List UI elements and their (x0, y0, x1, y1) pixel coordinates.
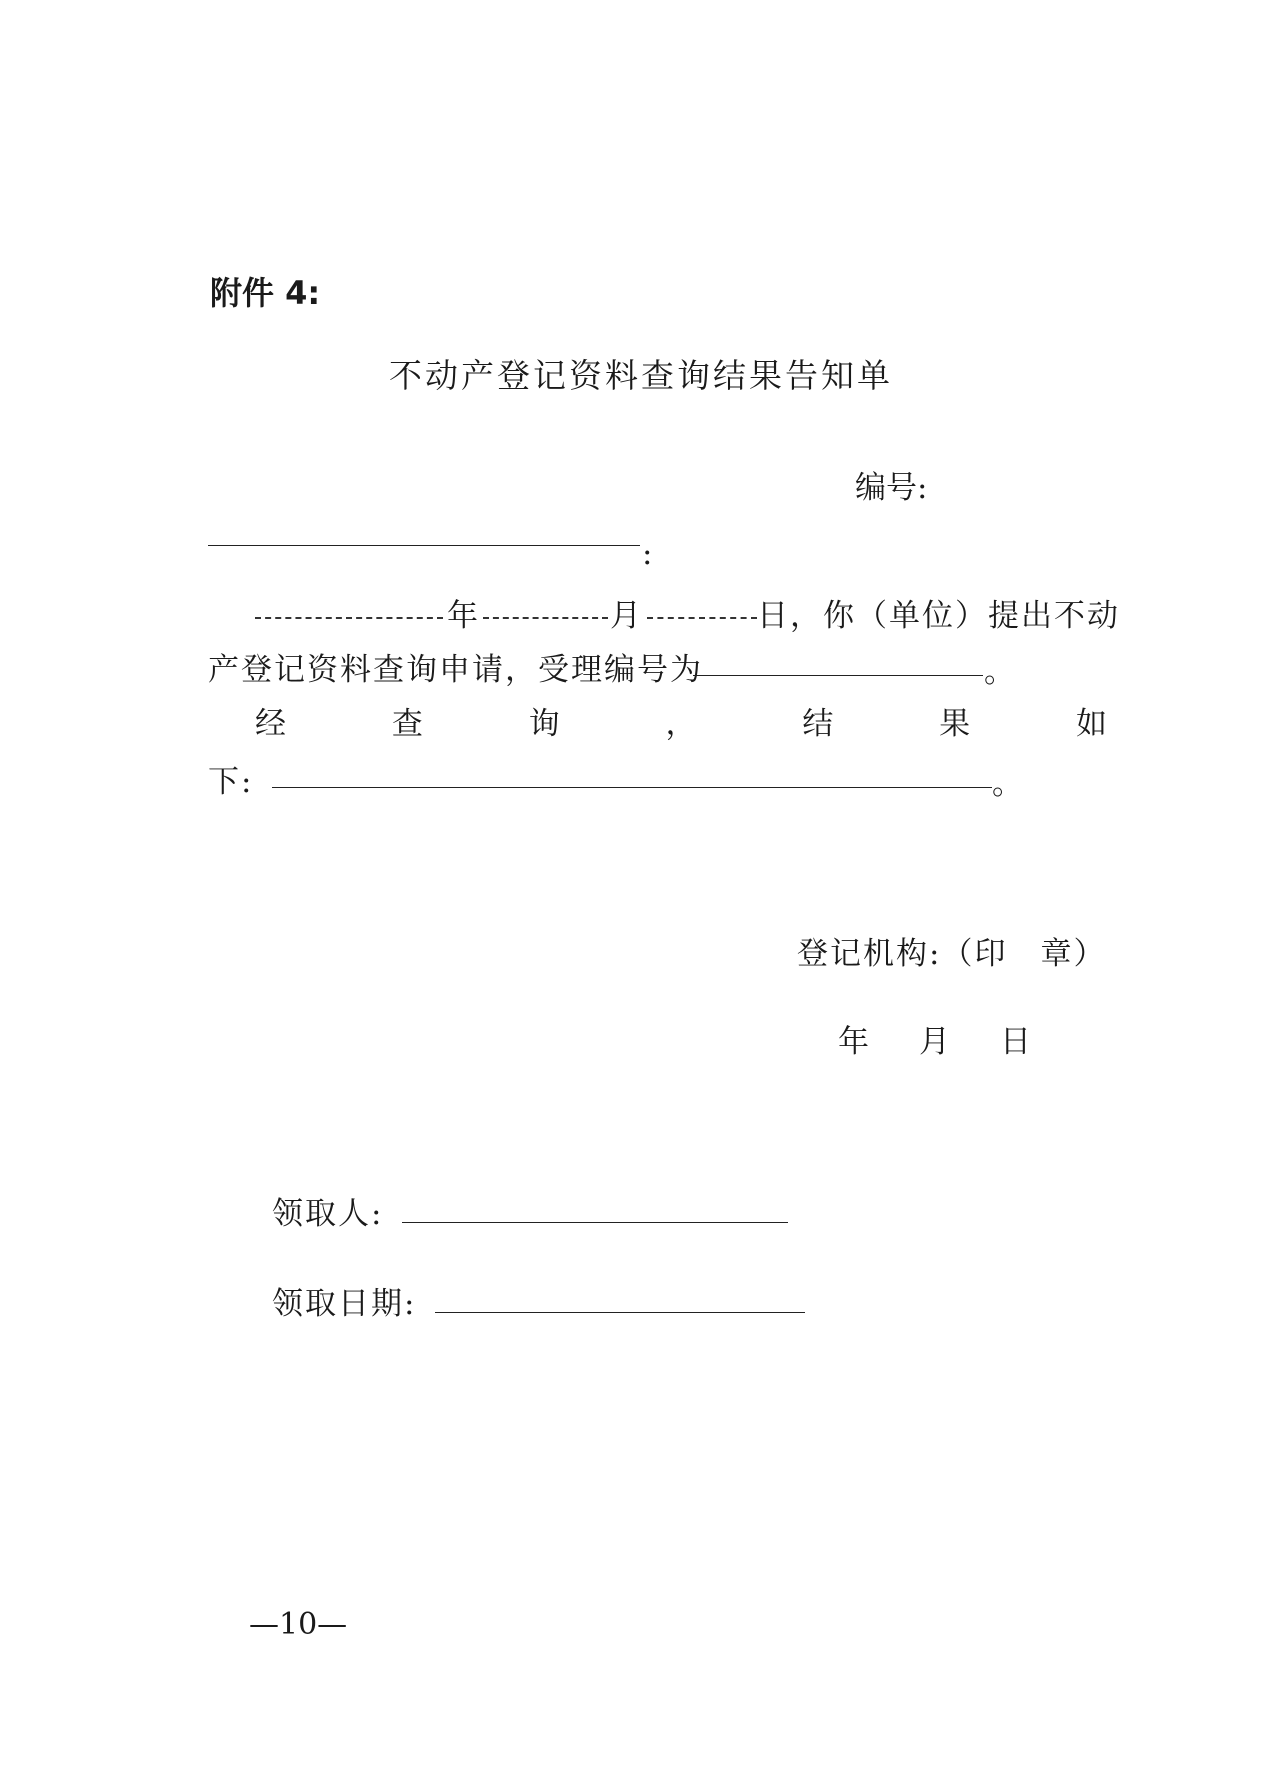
serial-number-label: 编号: (855, 470, 928, 506)
paragraph2-word: 如 (1075, 706, 1107, 742)
paragraph1-line2-text: 产登记资料查询申请，受理编号为 (208, 652, 703, 688)
paragraph2-word: 果 (939, 706, 971, 742)
issue-date (838, 1016, 1033, 1061)
result-blank (272, 787, 992, 788)
form-title: 不动产登记资料查询结果告知单 (389, 356, 893, 395)
paragraph2-word: 结 (802, 706, 834, 742)
issue-date-year: 年 (838, 1024, 871, 1060)
page-number: —10— (249, 1607, 348, 1642)
paragraph2-word: 经 (255, 706, 286, 742)
paragraph1-line1-text: 日，你（单位）提出不动 (757, 598, 1120, 634)
paragraph1-period: 。 (984, 654, 1017, 690)
attachment-label: 附件 4: (210, 274, 321, 312)
addressee-colon: : (642, 536, 655, 572)
registry-seal-label: 登记机构:（印 章） (797, 936, 1107, 972)
receive-date-label: 领取日期: (272, 1286, 417, 1322)
month-label: 月 (610, 598, 643, 634)
receiver-blank (402, 1222, 788, 1223)
addressee-blank (208, 545, 640, 546)
acceptance-number-blank (693, 675, 983, 676)
year-label: 年 (447, 598, 480, 634)
issue-date-day: 日 (1000, 1024, 1033, 1060)
paragraph2-line1 (255, 698, 1107, 743)
day-blank (647, 617, 757, 619)
paragraph2-period: 。 (992, 766, 1025, 802)
year-blank (255, 617, 443, 619)
paragraph2-word: 查 (391, 706, 423, 742)
paragraph2-word: 询 (528, 706, 560, 742)
paragraph2-word: ， (665, 706, 697, 742)
receiver-label: 领取人: (272, 1196, 384, 1232)
month-blank (483, 617, 608, 619)
issue-date-month: 月 (919, 1024, 952, 1060)
paragraph2-line2-text: 下: (208, 764, 254, 800)
receive-date-blank (435, 1312, 805, 1313)
